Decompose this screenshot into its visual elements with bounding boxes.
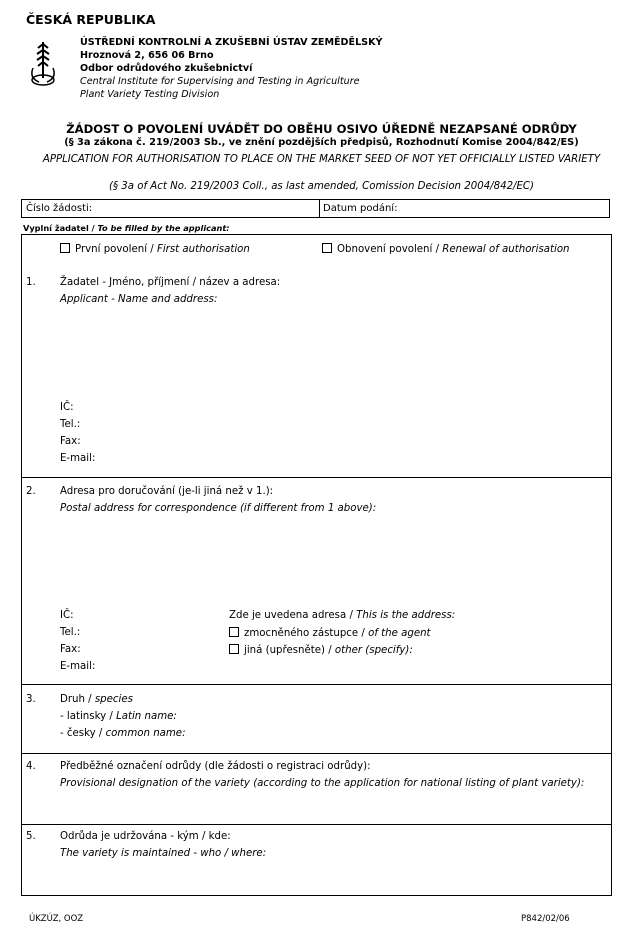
section-5-label-en: The variety is maintained - who / where: xyxy=(60,848,267,859)
other-checkbox[interactable] xyxy=(229,644,239,654)
institute-division: Odbor odrůdového zkušebnictví xyxy=(80,63,253,74)
section-divider xyxy=(22,824,611,825)
address-type-label: Zde je uvedena adresa / This is the address: xyxy=(229,610,456,621)
footer-left: ÚKZÚZ, OOZ xyxy=(29,914,84,924)
institute-block xyxy=(80,36,382,101)
renewal-checkbox[interactable] xyxy=(322,243,332,253)
latin-name-field[interactable]: - latinsky / Latin name: xyxy=(60,711,177,722)
section-5-label: Odrůda je udržována - kým / kde: xyxy=(60,831,231,842)
section-1-fax[interactable]: Fax: xyxy=(60,436,81,447)
applicant-fill-note xyxy=(23,223,230,233)
first-authorisation-checkbox[interactable] xyxy=(60,243,70,253)
institute-name: ÚSTŘEDNÍ KONTROLNÍ A ZKUŠEBNÍ ÚSTAV ZEMĚDĚLSKÝ xyxy=(80,37,383,48)
form-subtitle-cz: (§ 3a zákona č. 219/2003 Sb., ve znění pozdějších předpisů, Rozhodnutí Komise 2004/842/ES) xyxy=(64,137,579,148)
section-1-number: 1. xyxy=(26,277,36,288)
section-divider xyxy=(22,684,611,685)
section-divider xyxy=(22,477,611,478)
form-title-cz: ŽÁDOST O POVOLENÍ UVÁDĚT DO OBĚHU OSIVO ÚŘEDNĚ NEZAPSANÉ ODRŮDY xyxy=(66,122,577,136)
application-form xyxy=(21,234,612,896)
section-4-label: Předběžné označení odrůdy (dle žádosti o registraci odrůdy): xyxy=(60,761,371,772)
institute-division-en: Plant Variety Testing Division xyxy=(80,89,220,100)
section-2-ic[interactable]: IČ: xyxy=(60,610,74,621)
section-3-label: Druh / species xyxy=(60,694,133,705)
section-1-label: Žadatel - Jméno, příjmení / název a adresa: xyxy=(60,277,281,288)
section-2-email[interactable]: E-mail: xyxy=(60,661,96,672)
option-first-authorisation[interactable]: První povolení / First authorisation xyxy=(60,243,250,255)
section-2-label-en: Postal address for correspondence (if different from 1 above): xyxy=(60,503,377,514)
footer-form-code: P842/02/06 xyxy=(521,914,570,924)
section-divider xyxy=(22,753,611,754)
section-1-email[interactable]: E-mail: xyxy=(60,453,96,464)
institute-address: Hroznová 2, 656 06 Brno xyxy=(80,50,214,61)
section-2-label: Adresa pro doručování (je-li jiná než v 1.): xyxy=(60,486,274,497)
section-2-fax[interactable]: Fax: xyxy=(60,644,81,655)
option-agent[interactable]: zmocněného zástupce / of the agent xyxy=(229,627,431,639)
office-use-box xyxy=(21,199,610,218)
section-3-number: 3. xyxy=(26,694,36,705)
option-renewal[interactable]: Obnovení povolení / Renewal of authorisation xyxy=(322,243,570,255)
section-2-tel[interactable]: Tel.: xyxy=(60,627,81,638)
country-heading: ČESKÁ REPUBLIKA xyxy=(26,12,156,27)
form-subtitle-en: (§ 3a of Act No. 219/2003 Coll., as last amended, Comission Decision 2004/842/EC) xyxy=(108,181,535,192)
institute-name-en: Central Institute for Supervising and Testing in Agriculture xyxy=(80,76,360,87)
section-4-number: 4. xyxy=(26,761,36,772)
application-number-label: Číslo žádosti: xyxy=(26,203,93,214)
common-name-field[interactable]: - česky / common name: xyxy=(60,728,186,739)
section-1-label-en: Applicant - Name and address: xyxy=(60,294,218,305)
fill-note-en: To be filled by the applicant: xyxy=(97,223,230,233)
submission-date-label: Datum podání: xyxy=(323,203,398,214)
option-other[interactable]: jiná (upřesněte) / other (specify): xyxy=(229,644,413,656)
agent-checkbox[interactable] xyxy=(229,627,239,637)
box-divider xyxy=(319,200,320,217)
section-5-number: 5. xyxy=(26,831,36,842)
fill-note-cz: Vyplní žadatel / xyxy=(23,223,95,233)
section-1-ic[interactable]: IČ: xyxy=(60,402,74,413)
form-title-en: APPLICATION FOR AUTHORISATION TO PLACE ON THE MARKET SEED OF NOT YET OFFICIALLY LISTED VARIETY xyxy=(42,154,601,165)
section-1-tel[interactable]: Tel.: xyxy=(60,419,81,430)
section-2-number: 2. xyxy=(26,486,36,497)
institute-logo xyxy=(28,38,58,88)
section-4-label-en: Provisional designation of the variety (according to the application for national listing of plant variety): xyxy=(60,778,585,789)
